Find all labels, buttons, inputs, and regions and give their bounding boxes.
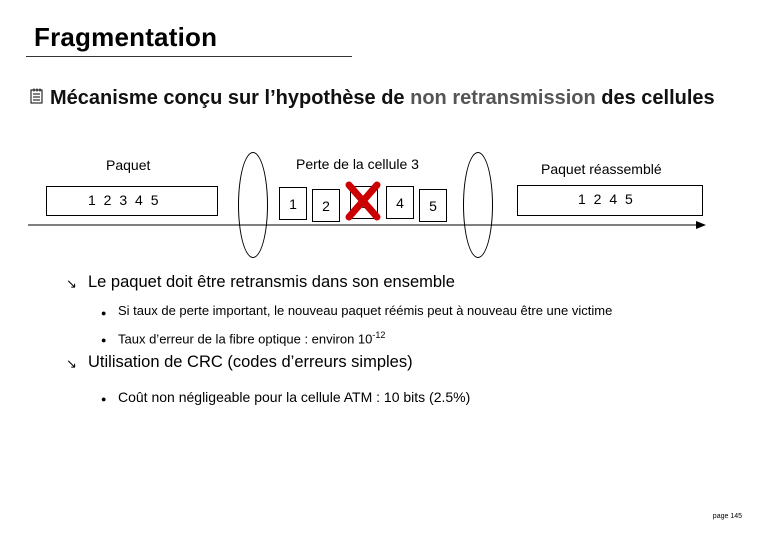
- title-underline: [26, 56, 352, 57]
- reassembled-packet-numbers: 1 2 4 5: [578, 191, 633, 207]
- network-ellipse-left: [238, 152, 268, 258]
- sub-bullet-cout-crc: Coût non négligeable pour la cellule ATM : 10 bits (2.5%): [118, 389, 471, 405]
- cell-4: [386, 186, 414, 219]
- cell-2-label: 2: [322, 197, 330, 214]
- taux-erreur-exponent: -12: [372, 330, 386, 340]
- sub-bullet-taux-erreur: [118, 330, 385, 346]
- cell-5-label: 5: [429, 197, 437, 214]
- main-bullet-text: [50, 85, 750, 111]
- label-perte: Perte de la cellule 3: [296, 156, 419, 172]
- main-bullet-before: Mécanisme conçu sur l’hypothèse de: [50, 87, 411, 109]
- arrow-bullet-icon: ↘: [66, 276, 77, 291]
- lost-cell-cross-icon: [344, 180, 382, 222]
- notepad-bullet-icon: [30, 88, 44, 104]
- sub-bullet-taux-perte: Si taux de perte important, le nouveau paquet réémis peut à nouveau être une victime: [118, 303, 613, 318]
- cell-5: [419, 189, 447, 222]
- taux-erreur-text: Taux d’erreur de la fibre optique : environ 10: [118, 331, 373, 347]
- bullet-retransmission: Le paquet doit être retransmis dans son ensemble: [88, 273, 455, 291]
- dot-bullet-icon: ●: [101, 308, 107, 318]
- label-paquet: Paquet: [106, 157, 151, 173]
- page-number: page 145: [712, 513, 742, 520]
- cell-2: [312, 189, 340, 222]
- arrow-bullet-icon: ↘: [66, 356, 77, 371]
- label-paquet-reassemble: Paquet réassemblé: [541, 161, 662, 177]
- original-packet-numbers: 1 2 3 4 5: [88, 192, 159, 208]
- cell-4-label: 4: [396, 194, 404, 211]
- network-ellipse-right: [463, 152, 493, 258]
- cell-1-label: 1: [289, 195, 297, 212]
- dot-bullet-icon: ●: [101, 335, 107, 345]
- page-title: Fragmentation: [34, 22, 218, 52]
- main-bullet-after: des cellules: [595, 87, 715, 109]
- cell-1: [279, 187, 307, 220]
- main-bullet-highlight: non retransmission: [410, 87, 596, 109]
- bullet-crc: Utilisation de CRC (codes d’erreurs simples): [88, 353, 413, 371]
- dot-bullet-icon: ●: [101, 394, 107, 404]
